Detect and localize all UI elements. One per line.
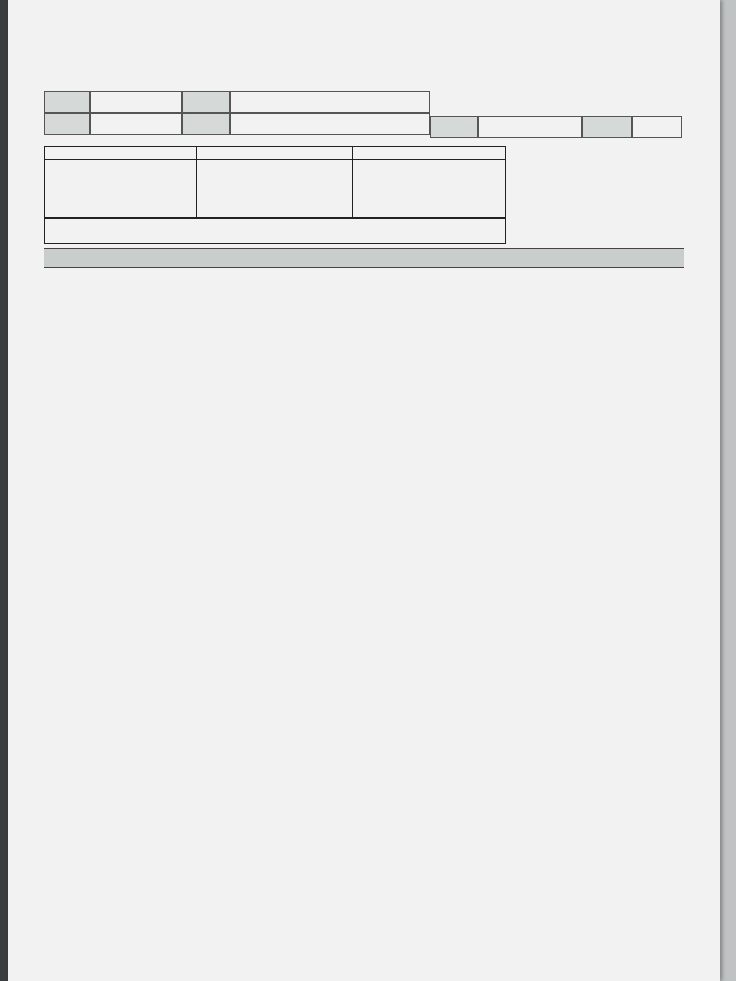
owner-name-value [230, 91, 430, 113]
patient-id-label [44, 113, 90, 135]
species-value [478, 116, 582, 138]
patient-name-value [230, 113, 430, 135]
grand-total-box [44, 218, 506, 244]
table-header [44, 248, 684, 268]
line-items-table [44, 248, 684, 268]
print-timestamp [560, 924, 568, 934]
owner-name-label [182, 91, 230, 113]
tax-divider-1 [196, 146, 197, 218]
patient-name-label [182, 113, 230, 135]
patient-id-value [90, 113, 182, 135]
sex-label [582, 116, 632, 138]
species-label [430, 116, 478, 138]
owner-id-label [44, 91, 90, 113]
owner-id-value [90, 91, 182, 113]
tax-summary-box [44, 146, 506, 218]
tax-head-divider [44, 159, 506, 160]
tax-divider-2 [352, 146, 353, 218]
sex-value [632, 116, 682, 138]
